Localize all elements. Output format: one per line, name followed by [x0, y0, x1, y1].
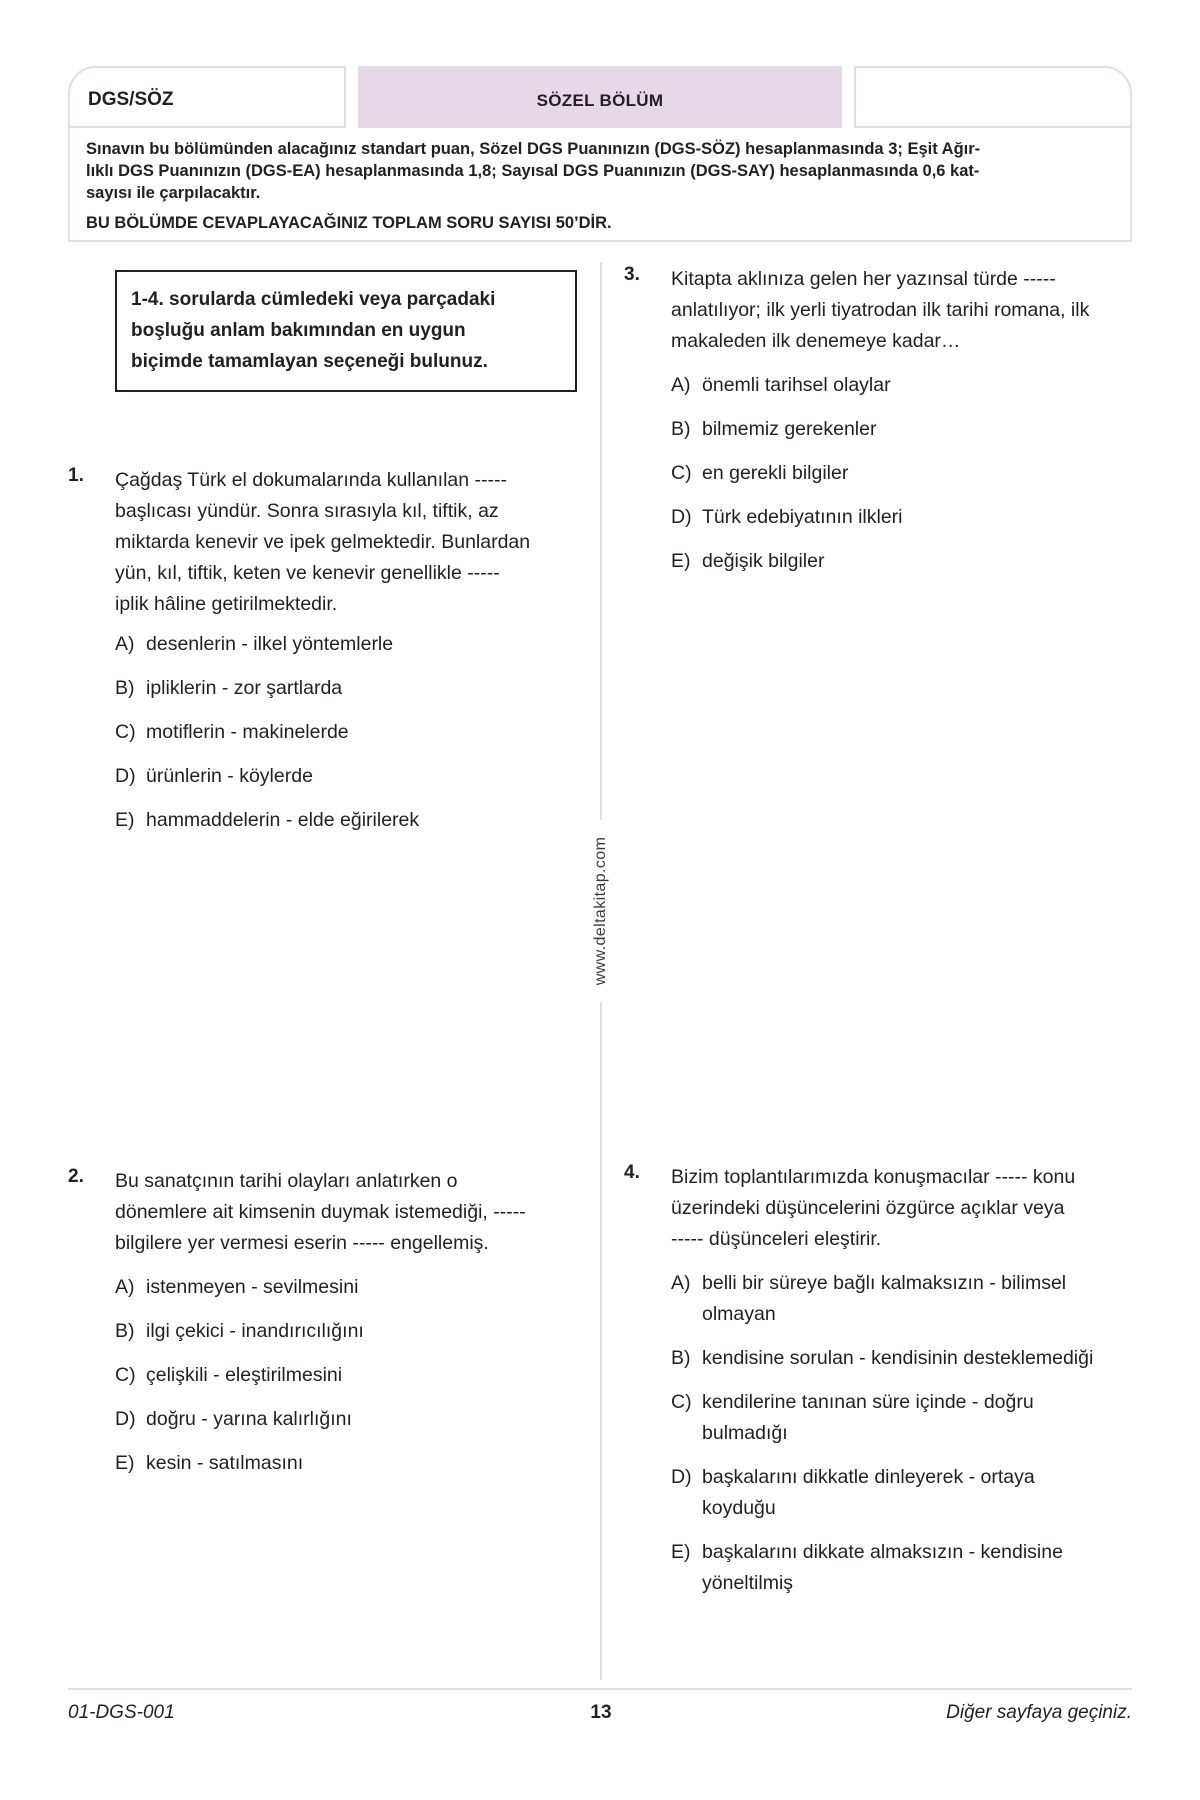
option-text: istenmeyen - sevilmesini [146, 1276, 359, 1298]
option-text [671, 1387, 1141, 1449]
option-text-line: kendilerine tanınan süre içinde - doğru [702, 1391, 1034, 1413]
option-letter: D) [115, 765, 136, 787]
instruction-line: boşluğu anlam bakımından en uygun [131, 320, 466, 341]
option-text [671, 1268, 1141, 1330]
option-text: kesin - satılmasını [146, 1452, 304, 1474]
option-letter: D) [115, 1408, 136, 1430]
stem-line: yün, kıl, tiftik, keten ve kenevir genellikle ----- [115, 562, 500, 584]
option-text: çelişkili - eleştirilmesini [146, 1364, 343, 1386]
stem-line: başlıcası yündür. Sonra sırasıyla kıl, tiftik, az [115, 500, 499, 522]
option-letter: E) [671, 550, 691, 572]
page-number: 13 [590, 1702, 612, 1723]
option-text: motiflerin - makinelerde [146, 721, 349, 743]
option-e[interactable] [115, 1448, 364, 1479]
option-text: kendisine sorulan - kendisinin desteklemediği [702, 1347, 1094, 1369]
option-c[interactable] [115, 1360, 364, 1391]
stem-line: Bizim toplantılarımızda konuşmacılar ----- konu [671, 1166, 1076, 1188]
option-letter: B) [671, 418, 691, 440]
stem-line: Bu sanatçının tarihi olayları anlatırken o [115, 1170, 458, 1192]
scoring-info-line: Sınavın bu bölümünden alacağınız standart puan, Sözel DGS Puanınızın (DGS-SÖZ) hesaplanmasında 3; Eşit Ağır- [86, 140, 981, 158]
option-b[interactable] [115, 1316, 364, 1347]
stem-line: Kitapta aklınıza gelen her yazınsal türde ----- [671, 268, 1056, 290]
option-letter: C) [671, 1391, 692, 1413]
option-letter: E) [115, 809, 135, 831]
option-c[interactable] [671, 1387, 1141, 1449]
option-text: desenlerin - ilkel yöntemlerle [146, 633, 394, 655]
option-c[interactable] [115, 717, 419, 748]
scoring-info-line: lıklı DGS Puanınızın (DGS-EA) hesaplanmasında 1,8; Sayısal DGS Puanınızın (DGS-SAY) hesaplanmasında 0,6 kat- [86, 162, 980, 180]
question-stem [115, 1166, 605, 1259]
option-a[interactable] [115, 1272, 364, 1303]
footer-rule [68, 1688, 1132, 1690]
next-page-note: Diğer sayfaya geçiniz. [946, 1702, 1132, 1723]
option-text: önemli tarihsel olaylar [702, 374, 891, 396]
option-text [671, 1537, 1141, 1599]
question-number: 1. [68, 465, 84, 486]
option-d[interactable] [671, 502, 903, 533]
option-text: ipliklerin - zor şartlarda [146, 677, 343, 699]
instruction-line: 1-4. sorularda cümledeki veya parçadaki [131, 289, 496, 310]
stem-line: makaleden ilk denemeye kadar… [671, 330, 961, 352]
option-text-line: koyduğu [702, 1497, 776, 1519]
stem-line: ----- düşünceleri eleştirir. [671, 1228, 882, 1250]
option-text: en gerekli bilgiler [702, 462, 849, 484]
question-stem [671, 264, 1151, 357]
question-stem [115, 465, 605, 620]
option-e[interactable] [671, 546, 903, 577]
option-letter: C) [671, 462, 692, 484]
option-e[interactable] [671, 1537, 1141, 1599]
option-letter: D) [671, 506, 692, 528]
option-letter: A) [115, 1276, 135, 1298]
exam-code: DGS/SÖZ [88, 89, 174, 110]
option-a[interactable] [671, 1268, 1141, 1330]
stem-line: bilgilere yer vermesi eserin ----- engellemiş. [115, 1232, 489, 1254]
option-letter: E) [115, 1452, 135, 1474]
options-list [671, 1268, 1141, 1599]
option-text-line: başkalarını dikkate almaksızın - kendisine [702, 1541, 1063, 1563]
option-text-line: belli bir süreye bağlı kalmaksızın - bilimsel [702, 1272, 1067, 1294]
option-letter: C) [115, 1364, 136, 1386]
question-number: 2. [68, 1166, 84, 1187]
instruction-box [115, 270, 577, 392]
question-number: 4. [624, 1162, 640, 1183]
option-letter: A) [671, 374, 691, 396]
scoring-info-line: sayısı ile çarpılacaktır. [86, 184, 261, 202]
question-stem [671, 1162, 1151, 1255]
stem-line: iplik hâline getirilmektedir. [115, 593, 338, 615]
option-letter: B) [115, 1320, 135, 1342]
scoring-info [86, 138, 1116, 204]
stem-line: Çağdaş Türk el dokumalarında kullanılan ----- [115, 469, 507, 491]
option-text: değişik bilgiler [702, 550, 825, 572]
option-d[interactable] [115, 761, 419, 792]
stem-line: üzerindeki düşüncelerini özgürce açıklar veya [671, 1197, 1065, 1219]
option-text: hammaddelerin - elde eğirilerek [146, 809, 420, 831]
option-b[interactable] [671, 414, 903, 445]
option-letter: A) [115, 633, 135, 655]
stem-line: miktarda kenevir ve ipek gelmektedir. Bunlardan [115, 531, 531, 553]
option-letter: B) [671, 1347, 691, 1369]
option-d[interactable] [671, 1462, 1141, 1524]
option-d[interactable] [115, 1404, 364, 1435]
option-text: doğru - yarına kalırlığını [146, 1408, 352, 1430]
option-text-line: bulmadığı [702, 1422, 788, 1444]
option-letter: D) [671, 1466, 692, 1488]
option-b[interactable] [115, 673, 419, 704]
option-letter: C) [115, 721, 136, 743]
option-e[interactable] [115, 805, 419, 836]
header-tab-blank [854, 66, 1132, 128]
instruction-line: biçimde tamamlayan seçeneği bulunuz. [131, 351, 488, 372]
option-text: bilmemiz gerekenler [702, 418, 877, 440]
option-text [671, 1462, 1141, 1524]
total-questions-note: BU BÖLÜMDE CEVAPLAYACAĞINIZ TOPLAM SORU SAYISI 50’DİR. [86, 214, 612, 232]
option-text-line: yöneltilmiş [702, 1572, 794, 1594]
option-letter: A) [671, 1272, 691, 1294]
options-list [115, 1272, 364, 1479]
option-text: ilgi çekici - inandırıcılığını [146, 1320, 364, 1342]
option-c[interactable] [671, 458, 903, 489]
option-text: Türk edebiyatının ilkleri [702, 506, 903, 528]
option-a[interactable] [115, 629, 419, 660]
option-letter: B) [115, 677, 135, 699]
option-text: ürünlerin - köylerde [146, 765, 313, 787]
option-letter: E) [671, 1541, 691, 1563]
options-list [671, 370, 903, 577]
option-text-line: olmayan [702, 1303, 776, 1325]
option-text-line: başkalarını dikkatle dinleyerek - ortaya [702, 1466, 1035, 1488]
stem-line: anlatılıyor; ilk yerli tiyatrodan ilk tarihi romana, ilk [671, 299, 1090, 321]
question-number: 3. [624, 264, 640, 285]
publisher-watermark: www.deltakitap.com [592, 836, 609, 986]
option-a[interactable] [671, 370, 903, 401]
options-list [115, 629, 419, 836]
stem-line: dönemlere ait kimsenin duymak istemediği, ----- [115, 1201, 526, 1223]
booklet-code: 01-DGS-001 [68, 1702, 175, 1723]
option-b[interactable] [671, 1343, 1141, 1374]
section-title: SÖZEL BÖLÜM [536, 91, 664, 110]
